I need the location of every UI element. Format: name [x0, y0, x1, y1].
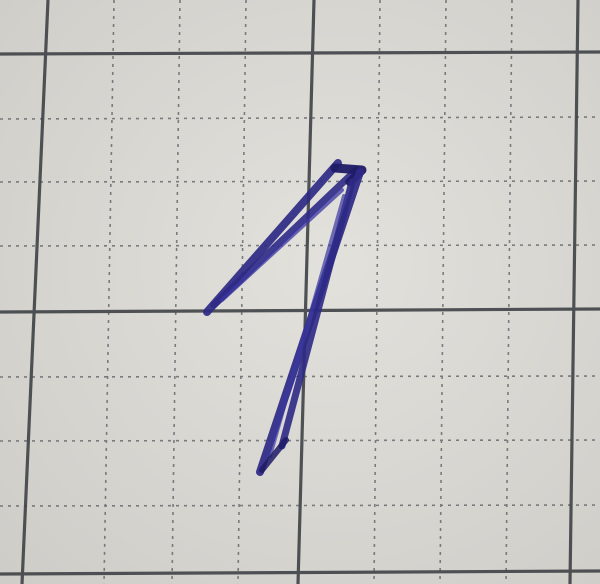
major-grid-line [0, 52, 600, 54]
